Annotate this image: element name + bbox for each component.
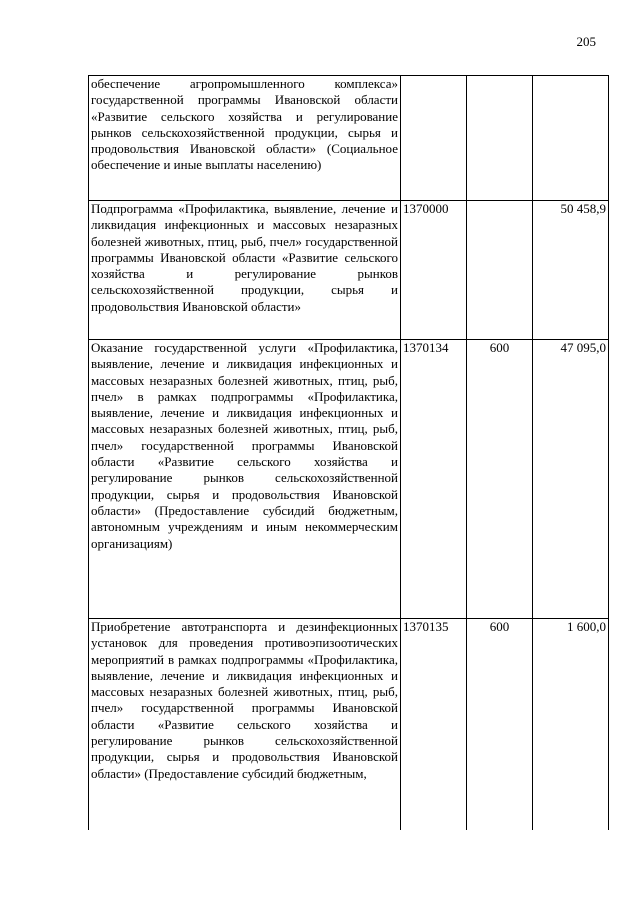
amount-cell bbox=[533, 76, 609, 201]
expense-type-cell bbox=[467, 76, 533, 201]
program-name-cell: Подпрограмма «Профилактика, выявление, лечение и ликвидация инфекционных и массовых незаразных болезней животных, птиц, рыб, пчел» государственной программы Ивановской области «Развитие сельского хозяйства и регулирование рынков сельскохозяйственной продукции, сырья и продовольствия Ивановской области» bbox=[89, 201, 401, 340]
program-name-cell: обеспечение агропромышленного комплекса» государственной программы Ивановской области «Развитие сельского хозяйства и регулирование рынков сельскохозяйственной продукции, сырья и продовольствия Ивановской области» (Социальное обеспечение и иные выплаты населению) bbox=[89, 76, 401, 201]
table-row bbox=[89, 340, 609, 619]
expense-type-cell bbox=[467, 201, 533, 340]
table-row bbox=[89, 201, 609, 340]
target-code-cell: 1370135 bbox=[401, 619, 467, 831]
page-number: 205 bbox=[576, 34, 596, 49]
expense-type-cell: 600 bbox=[467, 619, 533, 831]
program-name-cell: Оказание государственной услуги «Профилактика, выявление, лечение и ликвидация инфекционных и массовых незаразных болезней животных, птиц, рыб, пчел» в рамках подпрограммы «Профилактика, выявление, лечение и ликвидация инфекционных и массовых незаразных болезней животных, птиц, рыб, пчел» государственной программы Ивановской области «Развитие сельского хозяйства и регулирование рынков сельскохозяйственной продукции, сырья и продовольствия Ивановской области» (Предоставление субсидий бюджетным, автономным учреждениям и иным некоммерческим организациям) bbox=[89, 340, 401, 619]
amount-cell: 47 095,0 bbox=[533, 340, 609, 619]
target-code-cell bbox=[401, 76, 467, 201]
program-name-cell: Приобретение автотранспорта и дезинфекционных установок для проведения противоэпизоотических мероприятий в рамках подпрограммы «Профилактика, выявление, лечение и ликвидация инфекционных и массовых незаразных болезней животных, птиц, рыб, пчел» государственной программы Ивановской области «Развитие сельского хозяйства и регулирование рынков сельскохозяйственной продукции, сырья и продовольствия Ивановской области» (Предоставление субсидий бюджетным, bbox=[89, 619, 401, 831]
expense-type-cell: 600 bbox=[467, 340, 533, 619]
table-row bbox=[89, 619, 609, 831]
target-code-cell: 1370134 bbox=[401, 340, 467, 619]
table-row bbox=[89, 76, 609, 201]
target-code-cell: 1370000 bbox=[401, 201, 467, 340]
amount-cell: 50 458,9 bbox=[533, 201, 609, 340]
budget-table bbox=[88, 75, 609, 830]
amount-cell: 1 600,0 bbox=[533, 619, 609, 831]
